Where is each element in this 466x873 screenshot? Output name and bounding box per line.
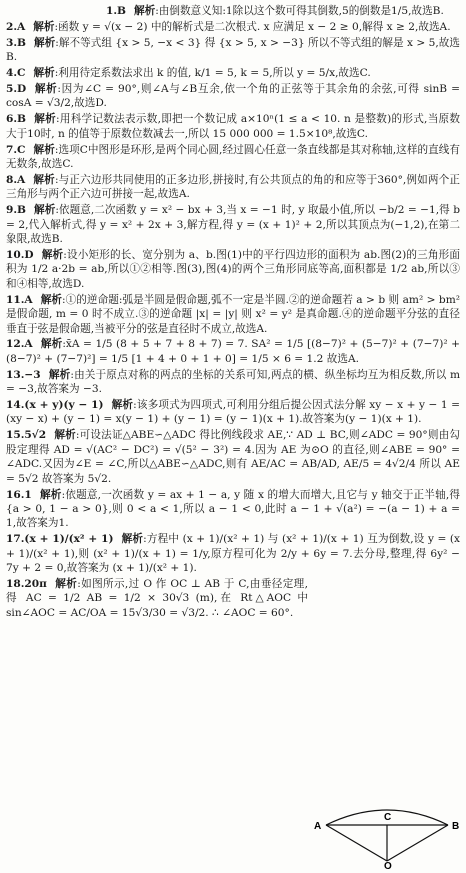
analysis-text: :因为∠C = 90°,则∠A与∠B互余,依一个角的正弦等于其余角的余弦,可得 sinB = cosA = √3/2,故选D. [6, 83, 460, 110]
radius-oa [326, 825, 387, 861]
analysis-text: :选项C中图形是环形,是两个同心圆,经过圆心任意一条直线都是其对称轴,这样的直线有无数条,故选C. [6, 143, 460, 171]
solution-item [6, 66, 460, 80]
label-c: C [384, 812, 392, 823]
analysis-label: 解析 [33, 67, 55, 80]
analysis-label: 解析 [111, 399, 134, 412]
solution-item [6, 293, 460, 336]
answer-number: 2.A [6, 20, 26, 33]
solution-item [6, 112, 460, 141]
radius-ob [387, 825, 448, 861]
analysis-label: 解析 [54, 577, 78, 590]
answer-number: 17.(x + 1)/(x² + 1) [6, 533, 114, 546]
answer-number: 12.A [6, 338, 33, 351]
solution-item [6, 203, 460, 246]
answer-number: 10.D [6, 249, 34, 261]
solution-item [6, 368, 460, 397]
analysis-label: 解析 [34, 36, 56, 49]
solution-list [6, 4, 460, 620]
solution-item [6, 428, 460, 486]
analysis-label: 解析 [54, 429, 76, 442]
analysis-label: 解析 [34, 83, 58, 96]
solution-item [6, 488, 460, 531]
answer-number: 3.B [6, 36, 27, 49]
analysis-text: :该多项式为四项式,可利用分组后提公因式法分解 xy − x + y − 1 = (xy − x) + (y − 1) = x(y − 1) + (y − 1) = (y − 1)(x + 1).故答案为(y − 1)(x + 1). [6, 399, 460, 426]
analysis-text: :由关于原点对称的两点的坐标的关系可知,两点的横、纵坐标均互为相反数,所以 m = −3,故答案为 −3. [6, 368, 461, 396]
solution-item [6, 20, 460, 34]
label-b: B [452, 821, 460, 832]
analysis-text: :依题意,二次函数 y = x² − bx + 3,当 x = −1 时, y 取最小值,所以 −b/2 = −1,得 b = 2,代入解析式,得 y = x² + 2x + 3,解方程,得 y = (x + 1)² + 2,所以其顶点为(−1,2),在第二象限,故选B. [6, 204, 460, 246]
solution-item [6, 4, 460, 18]
analysis-text: :①的逆命题:弧是半圆是假命题,弧不一定是半圆.②的逆命题若 a > b 则 am² > bm² 是假命题, m = 0 时不成立.③的逆命题 |x| = |y| 则 x² = y² 是真命题.④的逆命题平分弦的直径垂直于弦是假命题,当被平分的弦是直径时不成立,故选A. [6, 293, 461, 335]
answer-number: 9.B [6, 204, 27, 217]
analysis-text: :用科学记数法表示数,即把一个数记成 a×10ⁿ(1 ≤ a < 10. n 是整数)的形式,当原数大于10时, n 的值等于原数位数减去一,所以 15 000 000 = 1.5×10⁸,故选C. [6, 113, 461, 140]
solution-item [6, 532, 460, 575]
analysis-label: 解析 [40, 293, 63, 306]
label-a: A [314, 821, 322, 832]
answer-number: 7.C [6, 143, 26, 156]
solution-item [6, 143, 460, 172]
solution-item [6, 337, 460, 366]
analysis-text: :可设法证△ABE∽△ADC 得比例线段求 AE,∵ AD ⊥ BC,则∠ADC = 90°则由勾股定理得 AD = √(AC² − DC²) = √(5² − 3²) = 4.因为 AE 为⊙O 的直径,则∠ABE = 90° = ∠ADC.又因为∠E = ∠C,所以△ABE∽△ADC,则有 AE/AC = AB/AD, AE/5 = 4√2/4 所以 AE = 5√2 故答案为 5√2. [6, 429, 461, 485]
analysis-label: 解析 [34, 113, 56, 126]
analysis-text: :函数 y = √(x − 2) 中的解析式是二次根式. x 应满足 x − 2 ≥ 0,解得 x ≥ 2,故选A. [54, 20, 451, 33]
answer-number: 8.A [6, 173, 26, 186]
analysis-label: 解析 [34, 204, 56, 217]
solution-item [6, 36, 460, 65]
solution-item [6, 173, 460, 202]
solution-item [6, 82, 460, 111]
analysis-label: 解析 [33, 173, 55, 186]
solution-item [6, 577, 460, 620]
answer-number: 1.B [106, 5, 127, 17]
analysis-label: 解析 [41, 249, 64, 261]
label-o: O [384, 861, 392, 869]
analysis-text: :依题意,一次函数 y = ax + 1 − a, y 随 x 的增大而增大,且它与 y 轴交于正半轴,得 {a > 0, 1 − a > 0},则 0 < a < 1,所以 a − 1 < 0,此时 a − 1 + √(a²) = −(a − 1) + a = 1,故答案为1. [6, 488, 461, 530]
analysis-label: 解析 [48, 368, 71, 381]
answer-number: 6.B [6, 113, 27, 126]
answer-number: 18.20π [6, 577, 47, 590]
analysis-label: 解析 [40, 338, 63, 351]
answer-number: 13.−3 [6, 368, 41, 381]
analysis-text: :x̄A = 1/5 (8 + 5 + 7 + 8 + 7) = 7. SA² = 1/5 [(8−7)² + (5−7)² + (7−7)² + (8−7)² + (7−7)²] = 1/5 [1 + 4 + 0 + 1 + 0] = 1/5 × 6 = 1.2 故选A. [6, 338, 460, 365]
circle-segment-diagram [312, 801, 462, 869]
analysis-text: :解不等式组 {x > 5, −x < 3} 得 {x > 5, x > −3} 所以不等式组的解是 x > 5,故选B. [6, 36, 460, 64]
analysis-label: 解析 [121, 533, 144, 546]
analysis-text: :如图所示,过 O 作 OC ⊥ AB 于 C,由垂径定理,得 AC = 1/2 AB = 1/2 × 30√3 (m),在 Rt△AOC 中 sin∠AOC = AC/OA = 15√3/30 = √3/2. ∴ ∠AOC = 60°. [6, 577, 308, 619]
analysis-label: 解析 [39, 488, 62, 501]
analysis-text: :与正六边形共同使用的正多边形,拼接时,有公共顶点的角的和应等于360°,例如两个正三角形与两个正六边可拼接一起,故选A. [6, 173, 461, 201]
solution-item [6, 398, 460, 427]
analysis-label: 解析 [33, 20, 55, 33]
answer-number: 14.(x + y)(y − 1) [6, 399, 104, 412]
analysis-text: :利用待定系数法求出 k 的值, k/1 = 5, k = 5,所以 y = 5/x,故选C. [54, 67, 371, 80]
analysis-label: 解析 [33, 143, 55, 156]
solution-item [6, 248, 460, 291]
analysis-text: :设小矩形的长、宽分别为 a、b.图(1)中的平行四边形的面积为 ab.图(2)的三角形面积为 1/2 a·2b = ab,所以①②相等.图(3),图(4)的两个三角形同底等高,面积都是 1/2 ab,所以③和④相等,故选D. [6, 249, 461, 290]
answer-number: 4.C [6, 67, 26, 80]
analysis-label: 解析 [134, 5, 156, 17]
answer-number: 5.D [6, 83, 27, 96]
answer-number: 15.5√2 [6, 429, 47, 442]
analysis-text: :由倒数意义知:1除以这个数可得其倒数,5的倒数是1/5,故选B. [155, 5, 444, 17]
answer-number: 11.A [6, 293, 33, 306]
answer-number: 16.1 [6, 488, 32, 501]
analysis-text: :方程中 (x + 1)/(x² + 1) 与 (x² + 1)/(x + 1) 互为倒数,设 y = (x + 1)/(x² + 1),则 (x² + 1)/(x + 1) = 1/y,原方程可化为 2/y + 6y = 7.去分母,整理,得 6y² − 7y + 2 = 0,故答案为 (x + 1)/(x² + 1). [6, 533, 461, 575]
